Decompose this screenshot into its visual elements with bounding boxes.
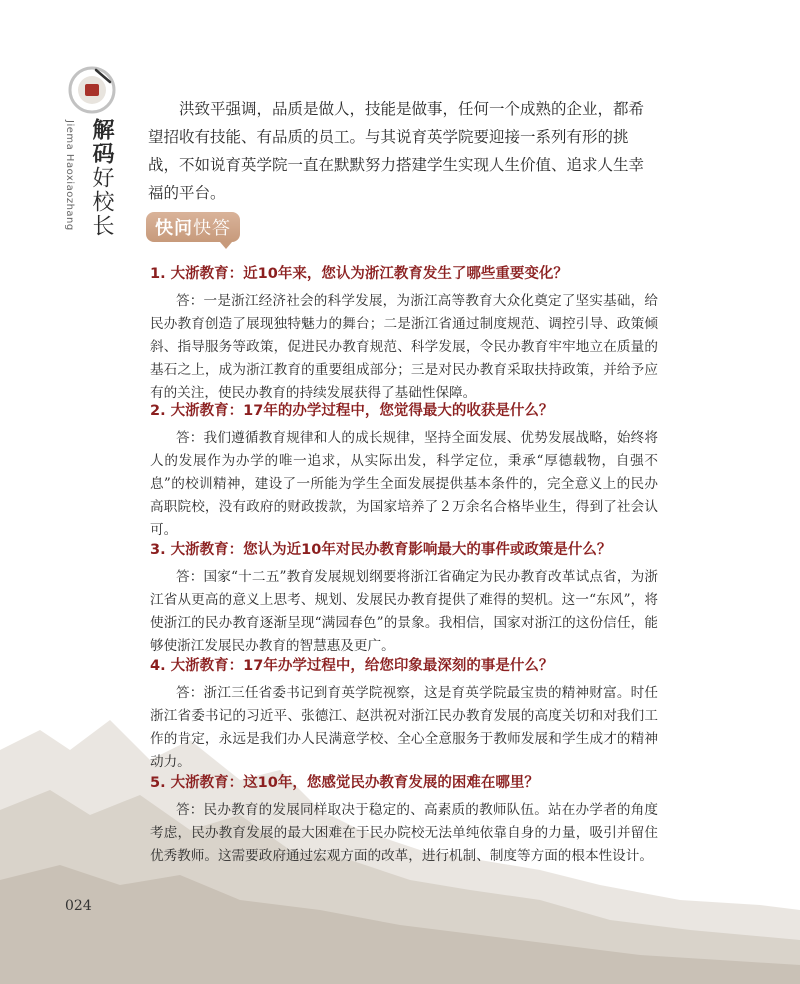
qa-item-1 bbox=[150, 264, 658, 405]
qa-item-4 bbox=[150, 656, 658, 774]
intro-paragraph: 洪致平强调，品质是做人，技能是做事，任何一个成熟的企业，都希望招收有技能、有品质的员工。与其说育英学院要迎接一系列有形的挑战，不如说育英学院一直在默默努力搭建学生实现人生价值、追求人生幸福的平台。 bbox=[148, 100, 645, 202]
qa-item-2 bbox=[150, 401, 658, 542]
answer-4: 答：浙江三任省委书记到育英学院视察，这是育英学院最宝贵的精神财富。时任浙江省委书记的习近平、张德江、赵洪祝对浙江民办教育发展的高度关切和对我们工作的肯定，永远是我们办人民满意学校、全心全意服务于教师发展和学生成才的精神动力。 bbox=[150, 685, 658, 770]
column-title-light: 好校长 bbox=[89, 166, 114, 238]
question-2: 2. 大浙教育：17年的办学过程中，您觉得最大的收获是什么？ bbox=[150, 403, 554, 419]
page-number: 024 bbox=[65, 898, 92, 914]
column-pinyin: Jiema Haoxiaozhang bbox=[64, 120, 75, 231]
quick-qa-banner bbox=[146, 212, 240, 242]
answer-5: 答：民办教育的发展同样取决于稳定的、高素质的教师队伍。站在办学者的角度考虑，民办教育发展的最大困难在于民办院校无法单纯依靠自身的力量，吸引并留住优秀教师。这需要政府通过宏观方面的改革，进行机制、制度等方面的根本性设计。 bbox=[150, 802, 658, 864]
qa-item-5 bbox=[150, 773, 658, 868]
banner-part2: 快答 bbox=[193, 218, 231, 239]
banner-part1: 快问 bbox=[155, 218, 193, 239]
question-4: 4. 大浙教育：17年办学过程中，给您印象最深刻的事是什么？ bbox=[150, 658, 554, 674]
question-1: 1. 大浙教育：近10年来，您认为浙江教育发生了哪些重要变化？ bbox=[150, 266, 568, 282]
question-5: 5. 大浙教育：这10年，您感觉民办教育发展的困难在哪里？ bbox=[150, 775, 539, 791]
answer-2: 答：我们遵循教育规律和人的成长规律，坚持全面发展、优势发展战略，始终将人的发展作为办学的唯一追求，从实际出发，科学定位，秉承“厚德载物，自强不息”的校训精神，建设了一所能为学生全面发展提供基本条件的，完全意义上的民办高职院校，没有政府的财政拨款，为国家培养了２万余名合格毕业生，得到了社会认可。 bbox=[150, 430, 658, 538]
answer-1: 答：一是浙江经济社会的科学发展，为浙江高等教育大众化奠定了坚实基础，给民办教育创造了展现独特魅力的舞台；二是浙江省通过制度规范、调控引导、政策倾斜、指导服务等政策，促进民办教育规范、科学发展，令民办教育牢牢地立在质量的基石之上，成为浙江教育的重要组成部分；三是对民办教育采取扶持政策，并给予应有的关注，使民办教育的持续发展获得了基础性保障。 bbox=[150, 293, 658, 401]
answer-3: 答：国家“十二五”教育发展规划纲要将浙江省确定为民办教育改革试点省，为浙江省从更高的意义上思考、规划、发展民办教育提供了难得的契机。这一“东风”，将使浙江的民办教育逐渐呈现“满园春色”的景象。我相信，国家对浙江的这份信任，能够使浙江发展民办教育的智慧惠及更广。 bbox=[150, 569, 658, 654]
seal-emblem-icon bbox=[66, 64, 118, 116]
question-3: 3. 大浙教育：您认为近10年对民办教育影响最大的事件或政策是什么？ bbox=[150, 542, 612, 558]
qa-item-3 bbox=[150, 540, 658, 658]
column-title-bold: 解码 bbox=[89, 118, 114, 166]
column-title bbox=[86, 118, 117, 238]
